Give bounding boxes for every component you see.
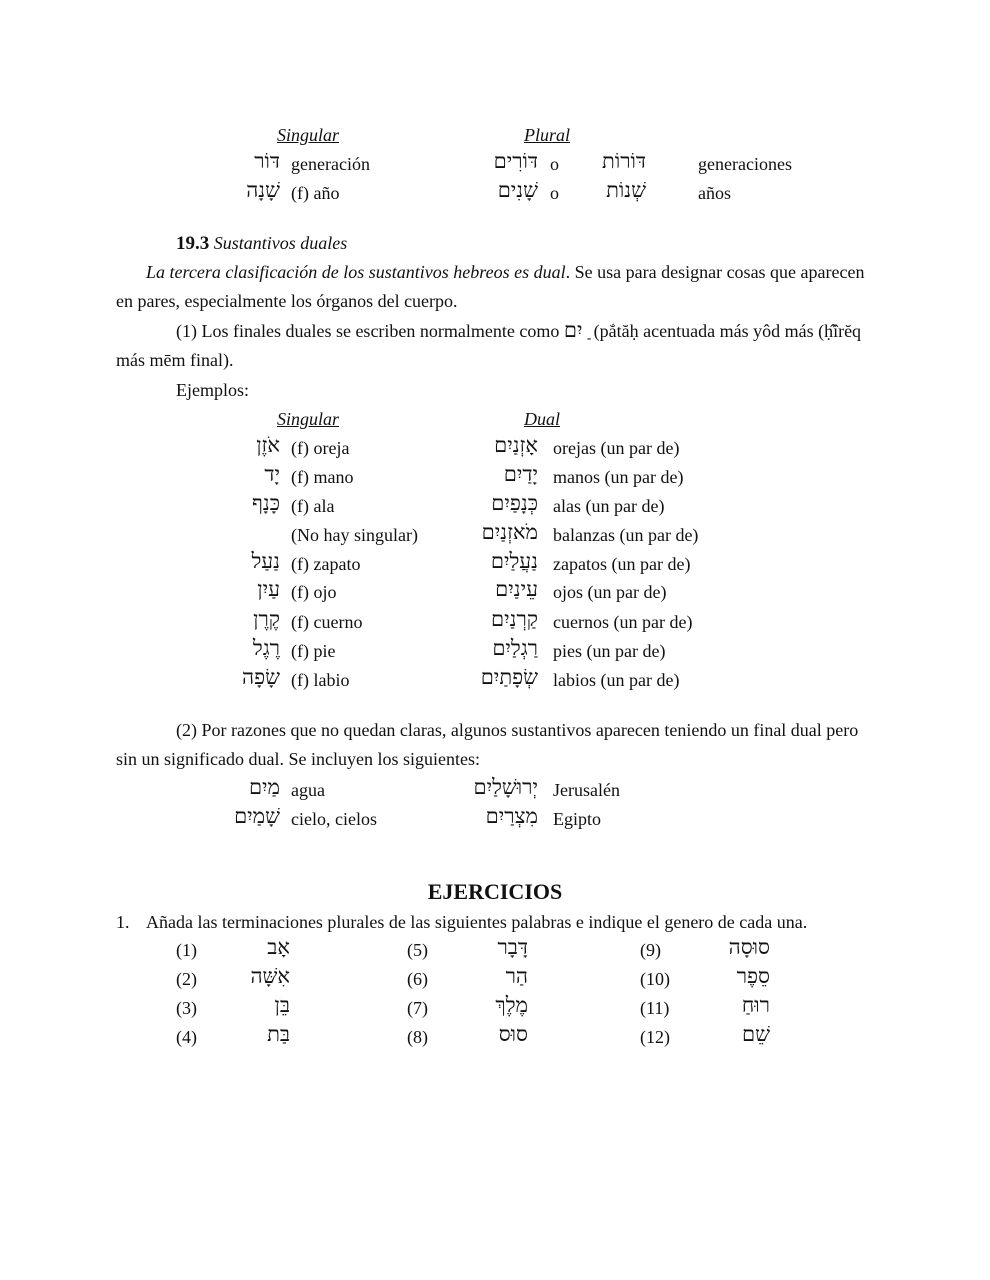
dual-ending-hebrew: ַ יִם [563, 318, 590, 342]
hebrew-word: דּוֹר [254, 149, 280, 173]
hebrew-word: אֹזֶן [256, 433, 280, 457]
hebrew-word: כָּנָף [252, 491, 280, 515]
meaning: (f) zapato [291, 554, 361, 574]
meaning: agua [291, 780, 325, 800]
exercise-item-word: סֵפֶר [736, 964, 770, 988]
dual-form: רַגְלַיִם [492, 636, 538, 660]
exercises-title: EJERCICIOS [427, 879, 563, 904]
dual-form: עֵינַיִם [495, 577, 538, 601]
meaning: (f) mano [291, 467, 354, 487]
meaning-2: Jerusalén [553, 780, 620, 800]
dual-meaning: manos (un par de) [553, 467, 684, 487]
dual-meaning: cuernos (un par de) [553, 612, 693, 632]
hebrew-word: מַיִם [248, 775, 280, 799]
header-singular: Singular [277, 125, 340, 145]
dual-meaning: alas (un par de) [553, 496, 665, 516]
or-text: o [550, 154, 559, 174]
plural-meaning: años [698, 183, 731, 203]
exercise-item-word: סוּס [498, 1022, 528, 1046]
exercise-item-number: (11) [640, 998, 670, 1018]
exercise-item-word: שֵׁם [742, 1022, 770, 1046]
dual-meaning: orejas (un par de) [553, 438, 680, 458]
hebrew-word: שָׂפָה [242, 665, 280, 689]
hebrew-word: קֶרֶן [253, 607, 280, 631]
dual-meaning: zapatos (un par de) [553, 554, 691, 574]
exercise-item-number: (1) [176, 940, 197, 960]
exercise-item-word: מֶלֶךְ [495, 993, 528, 1017]
exercise-item-number: (2) [176, 969, 197, 989]
dual-meaning: ojos (un par de) [553, 582, 667, 602]
plural-form-2: שְׁנוֹת [606, 178, 646, 202]
paragraph-dual-intro [116, 258, 876, 316]
exercise-item-word: דָּבָר [497, 935, 528, 959]
meaning: (f) ojo [291, 582, 337, 602]
exercise-item-number: (5) [407, 940, 428, 960]
dual-form: אָזְנַיִם [494, 433, 538, 457]
paragraph-text: (1) Los finales duales se escriben normalmente como [176, 321, 560, 341]
header-plural: Plural [524, 125, 571, 145]
dual-meaning: labios (un par de) [553, 670, 680, 690]
dual-meaning: pies (un par de) [553, 641, 666, 661]
exercise-instruction: Añada las terminaciones plurales de las siguientes palabras e indique el genero de cada una. [146, 912, 808, 932]
paragraph-italic: La tercera clasificación de los sustantivos hebreos es dual [146, 262, 566, 282]
exercise-item-number: (10) [640, 969, 670, 989]
meaning: (No hay singular) [291, 525, 418, 545]
meaning: (f) año [291, 183, 340, 203]
paragraph-dual-endings [116, 316, 876, 375]
hebrew-word-2: מִצְרַיִם [485, 804, 538, 828]
exercise-item-word: אִשָּׁה [250, 964, 290, 988]
section-number: 19.3 [176, 233, 210, 254]
meaning: cielo, cielos [291, 809, 377, 829]
examples-label: Ejemplos: [176, 380, 249, 400]
paragraph-text: . Se usa para designar cosas que aparecen en pares, especialmente los órganos del cuerpo. [116, 262, 865, 311]
paragraph-dual-no-meaning: (2) Por razones que no quedan claras, algunos sustantivos aparecen teniendo un final dual pero sin un significado dual. Se incluyen los siguientes: [116, 720, 859, 769]
hebrew-word: שָׁנָה [246, 178, 280, 202]
header-dual: Dual [524, 409, 560, 429]
meaning-2: Egipto [553, 809, 601, 829]
dual-form: כְּנָפַיִם [491, 491, 538, 515]
hebrew-word: שָׁמַיִם [234, 804, 280, 828]
plural-meaning: generaciones [698, 154, 792, 174]
dual-form: שְׂפָתַיִם [480, 665, 538, 689]
exercise-item-number: (4) [176, 1027, 197, 1047]
plural-form-1: שָׁנִים [497, 178, 538, 202]
hebrew-word: נַעַל [251, 549, 280, 573]
exercise-item-word: סוּסָה [728, 935, 770, 959]
meaning: generación [291, 154, 370, 174]
hebrew-word-2: יְרוּשָׁלַיִם [473, 775, 538, 799]
dual-meaning: balanzas (un par de) [553, 525, 699, 545]
exercise-item-number: (9) [640, 940, 661, 960]
or-text: o [550, 183, 559, 203]
paragraph-text-2: (pắtăḥ acentuada más yôd más (ḥ̂îrĕq más mēm final). [116, 321, 862, 370]
hebrew-word: עַיִן [257, 577, 280, 601]
plural-form-1: דּוֹרִים [493, 149, 538, 173]
header-singular: Singular [277, 409, 340, 429]
exercise-item-number: (3) [176, 998, 197, 1018]
meaning: (f) cuerno [291, 612, 363, 632]
exercise-item-number: (7) [407, 998, 428, 1018]
section-heading [176, 234, 347, 253]
meaning: (f) labio [291, 670, 350, 690]
section-title: Sustantivos duales [213, 233, 348, 253]
exercise-item-word: הַר [505, 964, 528, 988]
meaning: (f) oreja [291, 438, 350, 458]
dual-form: יָדַיִם [503, 462, 538, 486]
meaning: (f) ala [291, 496, 335, 516]
exercise-item-word: רוּחַ [741, 993, 770, 1017]
dual-form: מֹאזְנַיִם [481, 520, 538, 544]
exercise-number: 1. [116, 912, 130, 932]
dual-form: קַרְנַיִם [491, 607, 538, 631]
dual-form: נַעֲלַיִם [490, 549, 538, 573]
exercise-item-number: (8) [407, 1027, 428, 1047]
hebrew-word: יָד [264, 462, 280, 486]
exercise-item-word: בֵּן [274, 993, 290, 1017]
hebrew-word: רֶגֶל [252, 636, 280, 660]
exercise-item-word: אָב [267, 935, 290, 959]
exercise-item-number: (6) [407, 969, 428, 989]
plural-form-2: דּוֹרוֹת [602, 149, 646, 173]
meaning: (f) pie [291, 641, 336, 661]
exercise-item-number: (12) [640, 1027, 670, 1047]
exercise-item-word: בַּת [267, 1022, 290, 1046]
